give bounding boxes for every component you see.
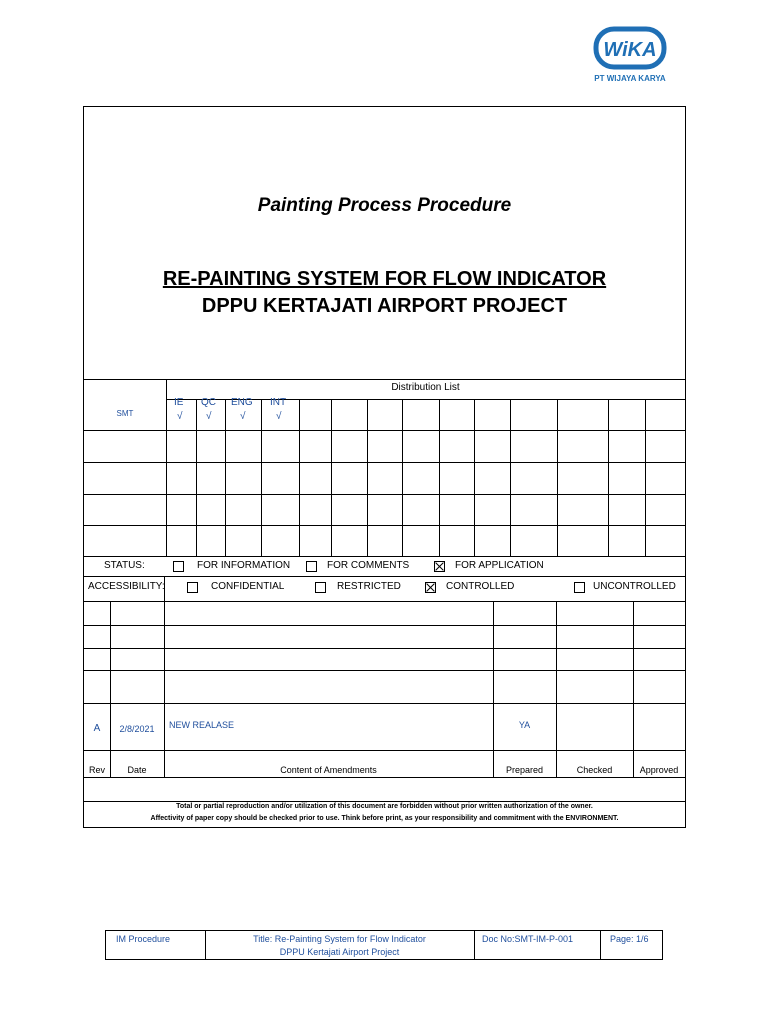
notice-line2: Affectivity of paper copy should be checked prior to use. Think before print, as your responsibility and commitment with the ENVIRONMENT. <box>150 815 619 822</box>
rev-row-rev: A <box>93 723 101 734</box>
rev-header-rev: Rev <box>88 765 105 775</box>
dist-col-int-mark: √ <box>276 411 282 422</box>
page-footer <box>105 930 663 960</box>
rev-header-checked: Checked <box>576 765 613 775</box>
document-title-line2: DPPU KERTAJATI AIRPORT PROJECT <box>201 295 568 317</box>
accessibility-label: ACCESSIBILITY: <box>88 581 165 592</box>
access-checkbox-controlled[interactable] <box>425 582 436 593</box>
footer-title-line2: DPPU Kertajati Airport Project <box>279 947 400 957</box>
company-name: PT WIJAYA KARYA <box>594 74 666 83</box>
dist-col-qc: QC <box>201 397 216 408</box>
access-option-uncontrolled: UNCONTROLLED <box>593 581 676 592</box>
access-option-restricted: RESTRICTED <box>337 581 401 592</box>
dist-col-eng-mark: √ <box>240 411 246 422</box>
document-cover-frame <box>83 106 686 828</box>
status-checkbox-application[interactable] <box>434 561 445 572</box>
rev-header-approved: Approved <box>639 765 679 775</box>
rev-header-content: Content of Amendments <box>280 765 377 775</box>
footer-doc-number: Doc No:SMT-IM-P-001 <box>482 934 574 944</box>
document-subtitle: Painting Process Procedure <box>257 195 512 216</box>
rev-row-content: NEW REALASE <box>169 720 235 730</box>
footer-page-number: Page: 1/6 <box>610 934 649 944</box>
dist-col-qc-mark: √ <box>206 411 212 422</box>
rev-row-prepared: YA <box>518 720 531 730</box>
dist-col-ie: IE <box>174 397 184 408</box>
document-title-line1: RE-PAINTING SYSTEM FOR FLOW INDICATOR <box>162 268 607 290</box>
company-logo <box>590 26 670 86</box>
access-checkbox-confidential[interactable] <box>187 582 198 593</box>
wika-logo-icon <box>590 26 670 72</box>
distribution-row-label: SMT <box>116 409 134 418</box>
rev-row-date: 2/8/2021 <box>119 724 155 734</box>
access-option-confidential: CONFIDENTIAL <box>211 581 285 592</box>
access-option-controlled: CONTROLLED <box>446 581 515 592</box>
logo-mark: WiKA <box>603 39 657 61</box>
access-checkbox-restricted[interactable] <box>315 582 326 593</box>
status-checkbox-information[interactable] <box>173 561 184 572</box>
status-checkbox-comments[interactable] <box>306 561 317 572</box>
rev-header-date: Date <box>127 765 147 775</box>
status-label: STATUS: <box>104 560 145 571</box>
distribution-list-header: Distribution List <box>391 382 460 393</box>
status-option-application: FOR APPLICATION <box>455 560 544 571</box>
notice-line1: Total or partial reproduction and/or utilization of this document are forbidden without prior written authorization of the owner. <box>176 803 593 810</box>
access-checkbox-uncontrolled[interactable] <box>574 582 585 593</box>
dist-col-int: INT <box>270 397 287 408</box>
footer-doc-type: IM Procedure <box>116 934 171 944</box>
dist-col-eng: ENG <box>231 397 253 408</box>
status-option-comments: FOR COMMENTS <box>327 560 410 571</box>
rev-header-prepared: Prepared <box>505 765 544 775</box>
dist-col-ie-mark: √ <box>177 411 183 422</box>
status-option-information: FOR INFORMATION <box>197 560 291 571</box>
footer-title-line1: Title: Re-Painting System for Flow Indicator <box>253 934 426 944</box>
